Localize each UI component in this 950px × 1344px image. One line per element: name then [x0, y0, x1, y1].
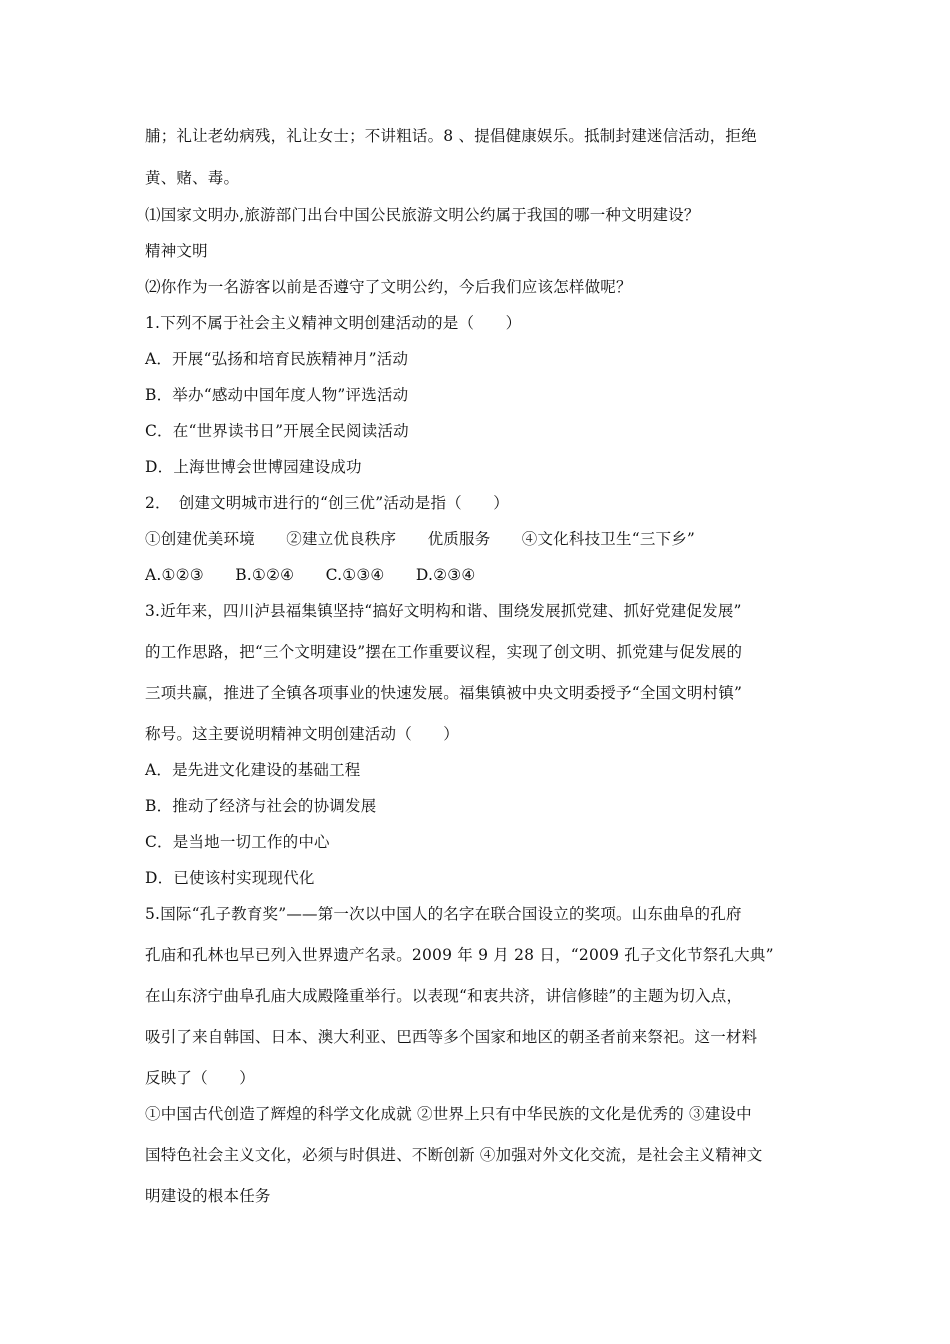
option-b: B．举办“感动中国年度人物”评选活动	[145, 386, 409, 404]
question-text: 反映了（ ）	[145, 1069, 255, 1087]
question-text: 在山东济宁曲阜孔庙大成殿隆重举行。以表现“和衷共济，讲信修睦”的主题为切入点，	[145, 987, 743, 1005]
option-row: A.①②③ B.①②④ C.①③④ D.②③④	[145, 566, 476, 584]
option-a: A．开展“弘扬和培育民族精神月”活动	[145, 350, 409, 368]
statement-list: ①中国古代创造了辉煌的科学文化成就 ②世界上只有中华民族的文化是优秀的 ③建设中	[145, 1105, 752, 1123]
question-text: 5.国际“孔子教育奖”——第一次以中国人的名字在联合国设立的奖项。山东曲阜的孔府	[145, 905, 742, 923]
statement-list: 明建设的根本任务	[145, 1187, 271, 1205]
option-b: B．推动了经济与社会的协调发展	[145, 797, 377, 815]
option-a: A．是先进文化建设的基础工程	[145, 761, 361, 779]
option-c: C．在“世界读书日”开展全民阅读活动	[145, 422, 409, 440]
question-text: 称号。这主要说明精神文明创建活动（ ）	[145, 725, 460, 743]
question-text: 1.下列不属于社会主义精神文明创建活动的是（ ）	[145, 314, 522, 332]
statement-list: 国特色社会主义文化，必须与时俱进、不断创新 ④加强对外文化交流，是社会主义精神文	[145, 1146, 763, 1164]
question-text: 3.近年来，四川泸县福集镇坚持“搞好文明构和谐、围绕发展抓党建、抓好党建促发展”	[145, 602, 742, 620]
option-c: C．是当地一切工作的中心	[145, 833, 330, 851]
option-d: D．已使该村实现现代化	[145, 869, 315, 887]
answer-text: 精神文明	[145, 242, 208, 260]
question-text: 三项共赢，推进了全镇各项事业的快速发展。福集镇被中央文明委授予“全国文明村镇”	[145, 684, 743, 702]
option-d: D．上海世博会世博园建设成功	[145, 458, 362, 476]
text-line: 脯；礼让老幼病残，礼让女士；不讲粗话。8 、提倡健康娱乐。抵制封建迷信活动，拒绝	[145, 127, 757, 145]
question-text: ⑴国家文明办,旅游部门出台中国公民旅游文明公约属于我国的哪一种文明建设？	[145, 206, 700, 224]
statement-list: ①创建优美环境 ②建立优良秩序 优质服务 ④文化科技卫生“三下乡”	[145, 530, 696, 548]
question-text: 吸引了来自韩国、日本、澳大利亚、巴西等多个国家和地区的朝圣者前来祭祀。这一材料	[145, 1028, 758, 1046]
question-text: 孔庙和孔林也早已列入世界遗产名录。2009 年 9 月 28 日，“2009 孔子文化节祭孔大典”	[145, 946, 774, 964]
question-text: ⑵你作为一名游客以前是否遵守了文明公约，今后我们应该怎样做呢？	[145, 278, 632, 296]
question-text: 的工作思路，把“三个文明建设”摆在工作重要议程，实现了创文明、抓党建与促发展的	[145, 643, 743, 661]
question-text: 2． 创建文明城市进行的“创三优”活动是指（ ）	[145, 494, 509, 512]
text-line: 黄、赌、毒。	[145, 169, 240, 187]
